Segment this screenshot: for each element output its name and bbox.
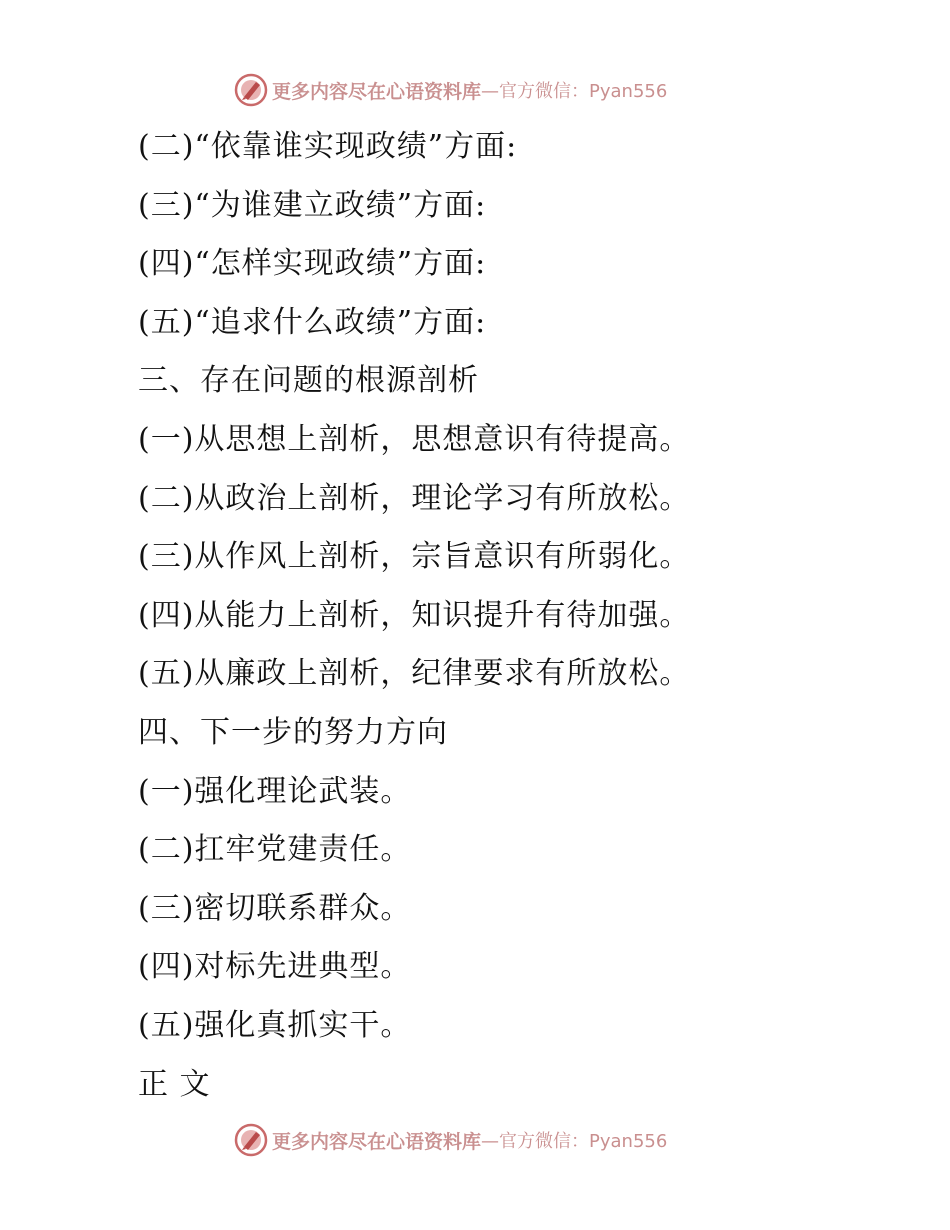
outline-item: (三)从作风上剖析，宗旨意识有所弱化。 (138, 539, 691, 575)
outline-item: (三)“为谁建立政绩”方面: (138, 187, 487, 223)
outline-item: (四)“怎样实现政绩”方面: (138, 246, 487, 282)
outline-item: (二)“依靠谁实现政绩”方面: (138, 129, 518, 164)
watermark-main-text: 更多内容尽在心语资料库 (272, 1130, 482, 1153)
watermark-banner-bottom (234, 1122, 714, 1158)
outline-item: (二)扛牢党建责任。 (138, 832, 412, 868)
watermark-main-text: 更多内容尽在心语资料库 (272, 80, 482, 103)
document-body (138, 124, 928, 1120)
section-heading: 三、存在问题的根源剖析 (138, 363, 479, 399)
section-heading: 四、下一步的努力方向 (138, 714, 448, 750)
outline-item: (四)对标先进典型。 (138, 949, 412, 985)
watermark-banner-top (234, 72, 714, 108)
outline-item: (五)“追求什么政绩”方面: (138, 304, 487, 340)
outline-item: (二)从政治上剖析，理论学习有所放松。 (138, 480, 691, 516)
outline-item: (一)强化理论武装。 (138, 773, 412, 809)
watermark-sub-text: —官方微信：Pyan556 (481, 81, 668, 102)
outline-item: (三)密切联系群众。 (138, 890, 412, 926)
outline-item: (四)从能力上剖析，知识提升有待加强。 (138, 597, 691, 633)
outline-item: (五)从廉政上剖析，纪律要求有所放松。 (138, 656, 691, 692)
section-heading: 正 文 (138, 1066, 211, 1102)
outline-item: (一)从思想上剖析，思想意识有待提高。 (138, 421, 691, 457)
outline-item: (五)强化真抓实干。 (138, 1007, 412, 1043)
watermark-sub-text: —官方微信：Pyan556 (481, 1131, 668, 1152)
seal-logo-icon (234, 73, 268, 107)
seal-logo-icon (234, 1123, 268, 1157)
